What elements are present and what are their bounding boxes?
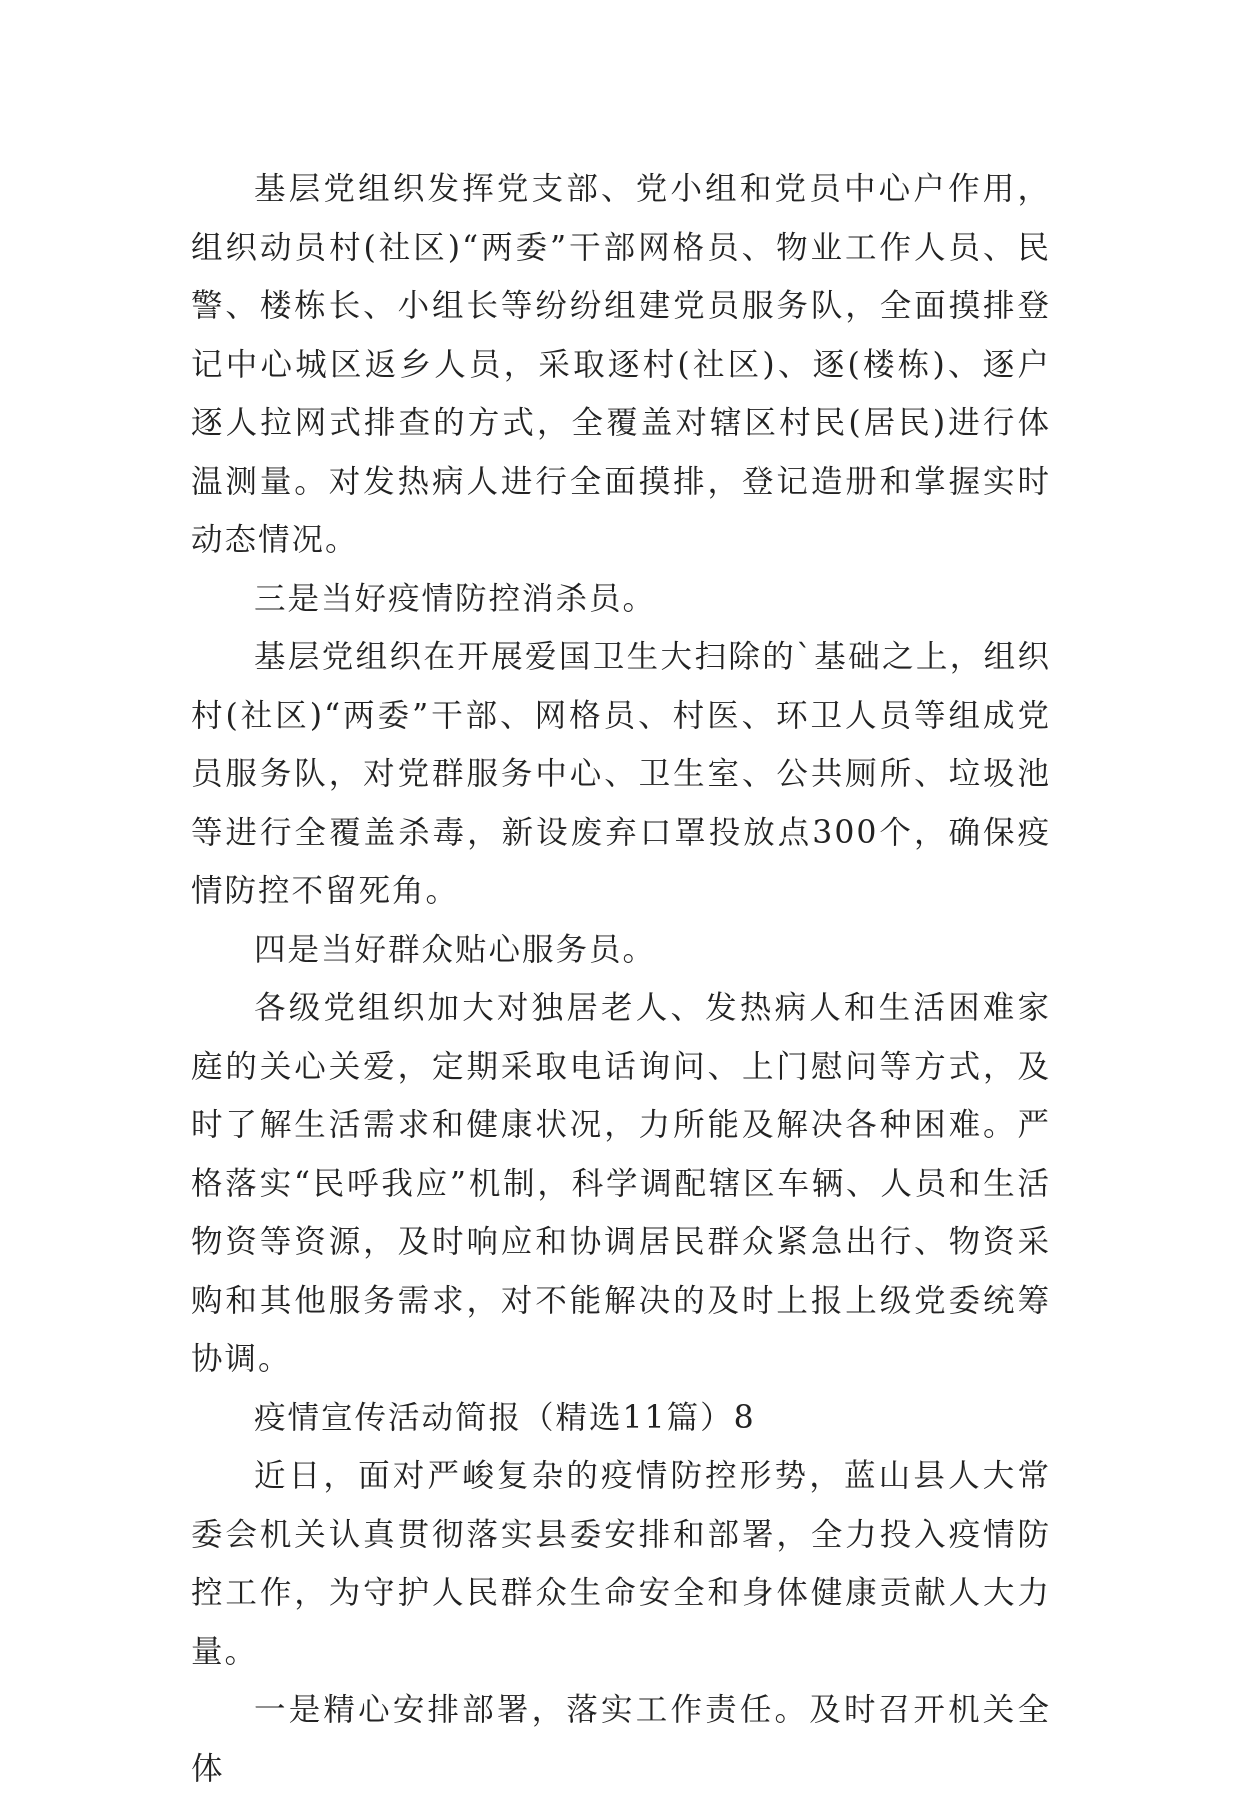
paragraph-care-services: 各级党组织加大对独居老人、发热病人和生活困难家庭的关心关爱，定期采取电话询问、上门慰问等方式，及时了解生活需求和健康状况，力所能及解决各种困难。严格落实“民呼我应”机制，科学调配辖区车辆、人员和生活物资等资源，及时响应和协调居民群众紧急出行、物资采购和其他服务需求，对不能解决的及时上报上级党委统筹协调。 [191,990,1051,1377]
paragraph-lanshan-intro: 近日，面对严峻复杂的疫情防控形势，蓝山县人大常委会机关认真贯彻落实县委安排和部署，全力投入疫情防控工作，为守护人民群众生命安全和身体健康贡献人大力量。 [191,1458,1051,1670]
heading-point-four: 四是当好群众贴心服务员。 [254,931,657,968]
paragraph-point-one: 一是精心安排部署，落实工作责任。及时召开机关全体 [191,1692,1051,1787]
section-title-briefing-8: 疫情宣传活动简报（精选11篇）8 [254,1399,756,1436]
paragraph-disinfection: 基层党组织在开展爱国卫生大扫除的`基础之上，组织村(社区)“两委”干部、网格员、村医、环卫人员等组成党员服务队，对党群服务中心、卫生室、公共厕所、垃圾池等进行全覆盖杀毒，新设废弃口罩投放点300个，确保疫情防控不留死角。 [191,639,1051,909]
document-body [191,160,1051,1798]
paragraph-grassroots-mobilization: 基层党组织发挥党支部、党小组和党员中心户作用，组织动员村(社区)“两委”干部网格员、物业工作人员、民警、楼栋长、小组长等纷纷组建党员服务队，全面摸排登记中心城区返乡人员，采取逐村(社区)、逐(楼栋)、逐户逐人拉网式排查的方式，全覆盖对辖区村民(居民)进行体温测量。对发热病人进行全面摸排，登记造册和掌握实时动态情况。 [191,171,1051,558]
heading-point-three: 三是当好疫情防控消杀员。 [254,580,657,617]
